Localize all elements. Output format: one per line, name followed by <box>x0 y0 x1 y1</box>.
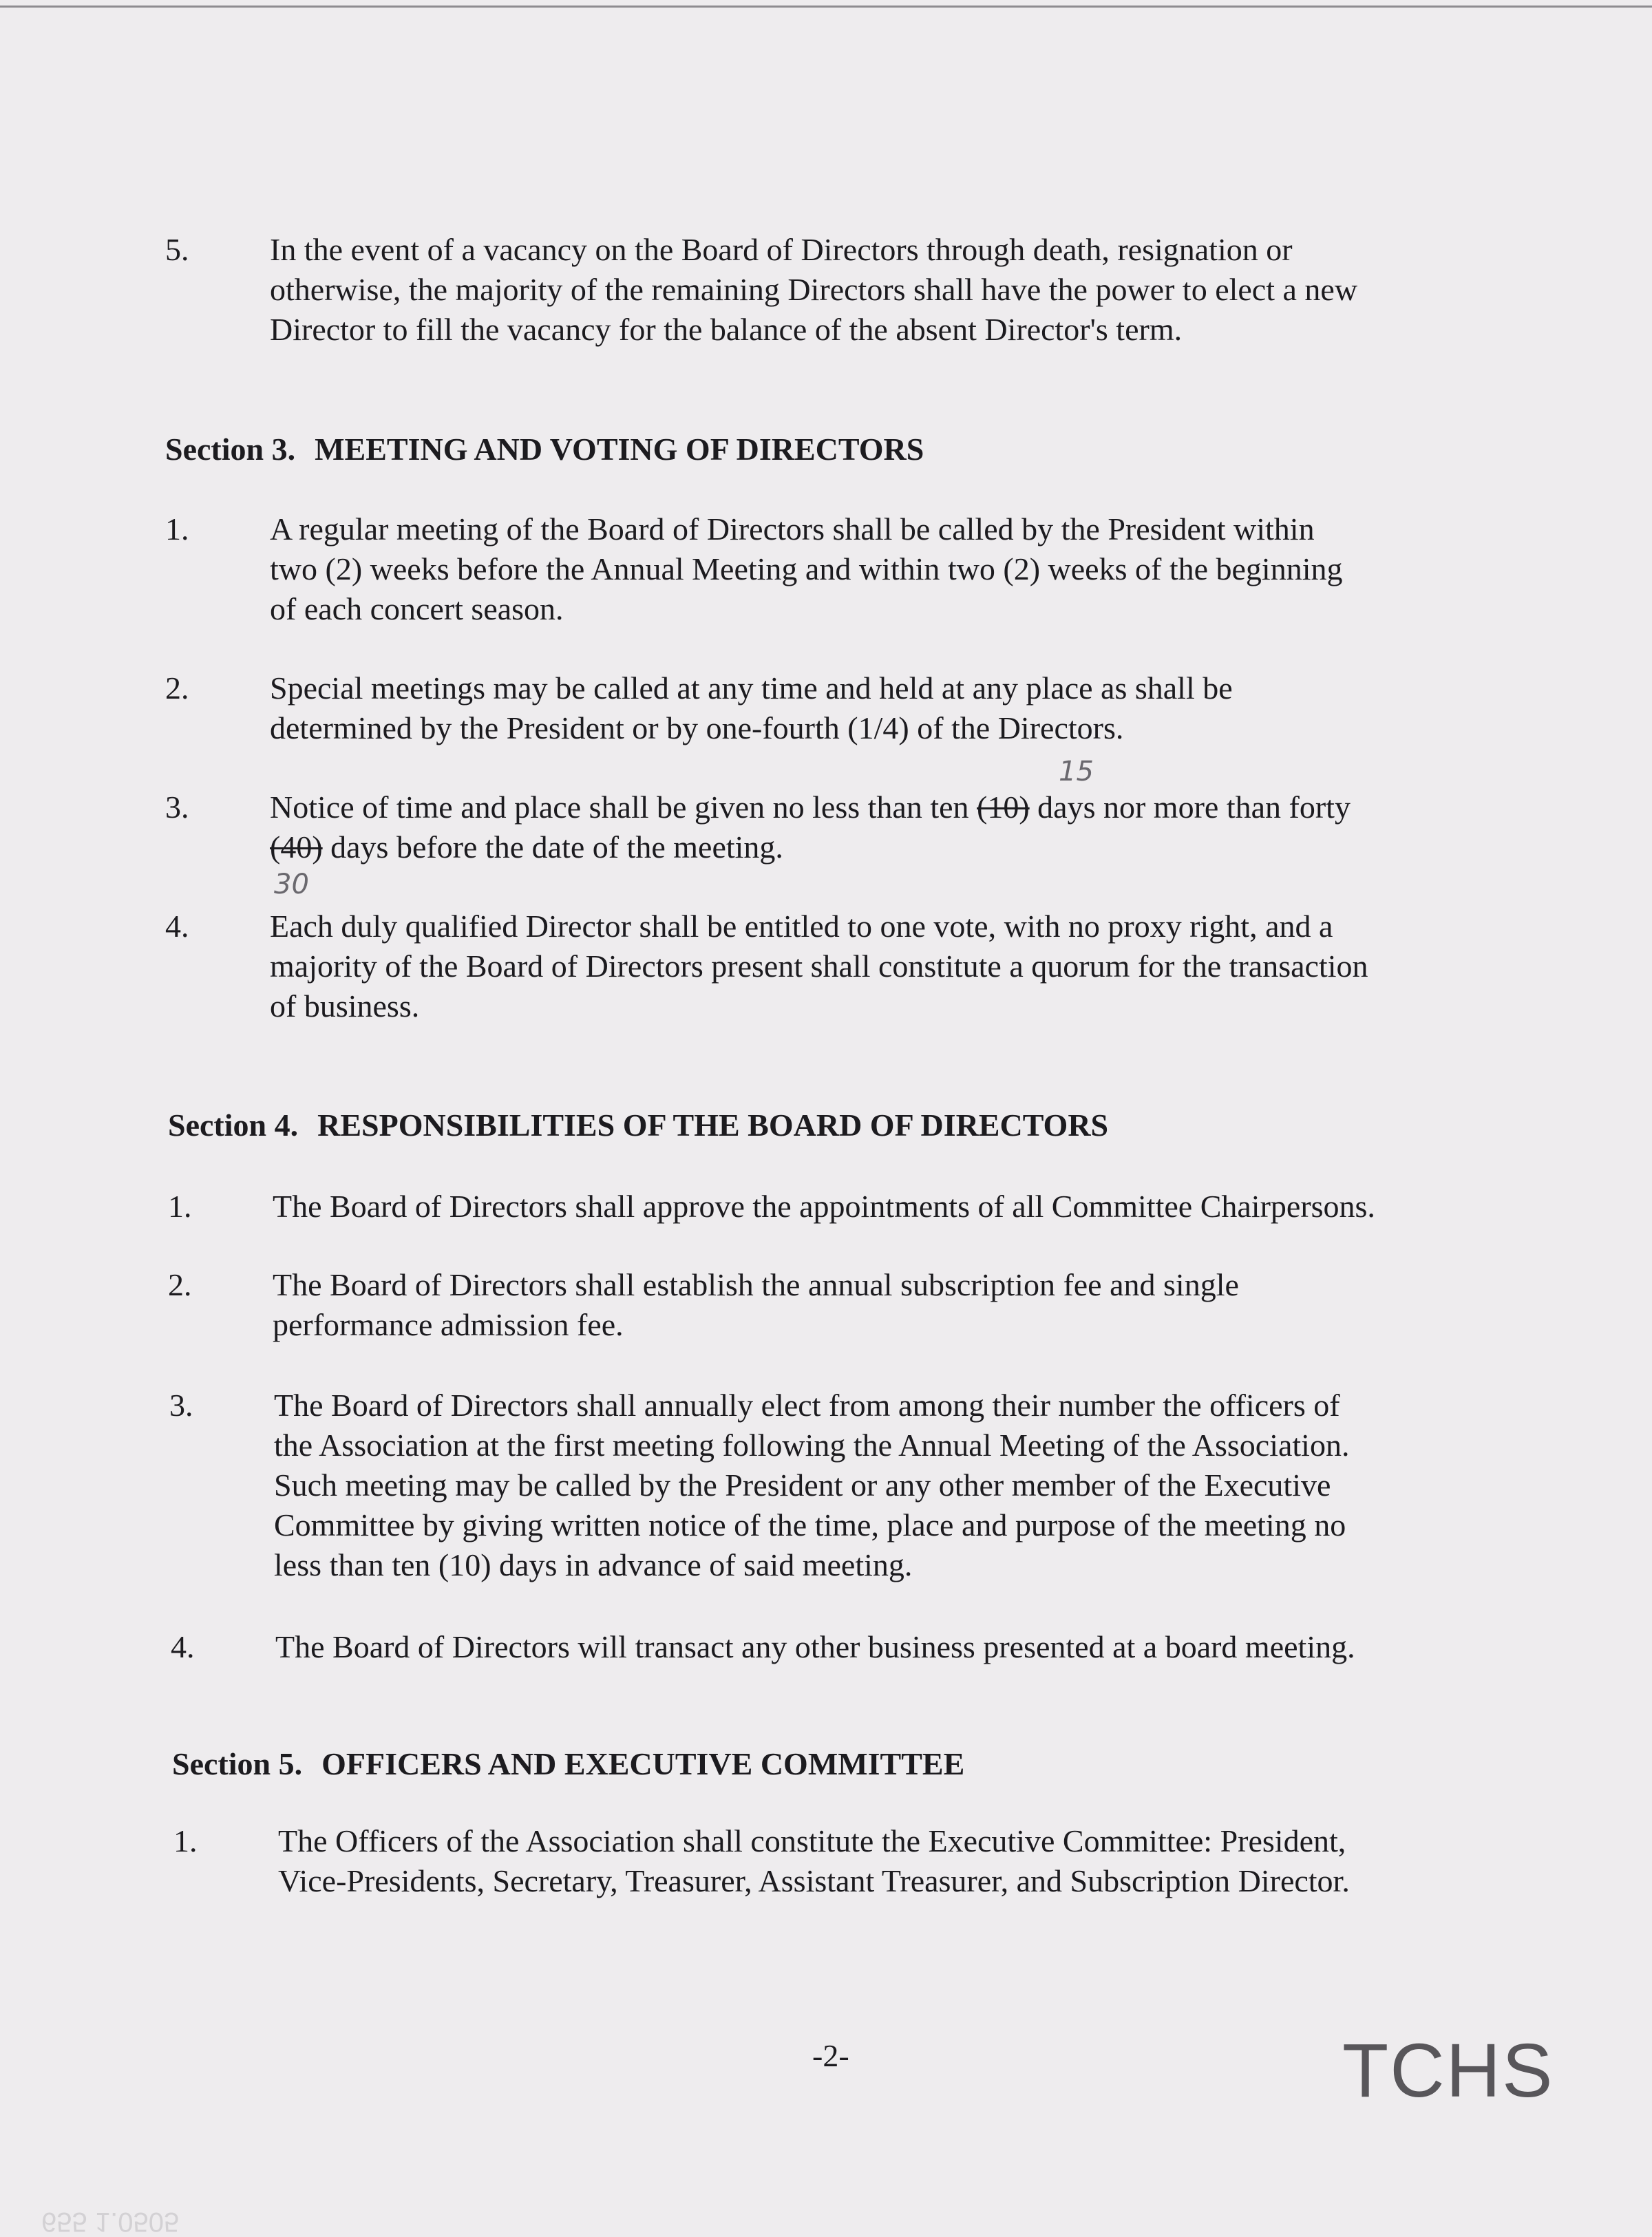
list-item <box>169 1386 1546 1585</box>
section-title: OFFICERS AND EXECUTIVE COMMITTEE <box>321 1746 965 1781</box>
section-label: Section 5. <box>172 1746 303 1781</box>
item-number: 3. <box>165 789 189 825</box>
list-item <box>168 1265 1545 1345</box>
list-item <box>173 1821 1550 1901</box>
list-item <box>165 787 1542 867</box>
section-4-heading <box>168 1105 1108 1145</box>
item-text: Notice of time and place shall be given no less than ten (10) days nor more than forty (40) days before the date of the meeting. <box>270 789 1351 865</box>
item-number: 5. <box>165 232 189 267</box>
item-number: 4. <box>165 909 189 944</box>
section-label: Section 3. <box>165 432 296 467</box>
list-item <box>165 668 1542 748</box>
item-text: Special meetings may be called at any time and held at any place as shall be determined by the President or by one-fourth (1/4) of the Directors. <box>270 670 1233 745</box>
item-text: A regular meeting of the Board of Directors shall be called by the President within two (2) weeks before the Annual Meeting and within two (2) weeks of the beginning of each concert season. <box>270 511 1343 626</box>
section-title: MEETING AND VOTING OF DIRECTORS <box>315 432 924 467</box>
item-text: The Board of Directors shall annually elect from among their number the officers of the Association at the first meeting following the Annual Meeting of the Association. Such meeting may be called by the President or any other member of the Executive Committee by giving written notice of the time, place and purpose of the meeting no less than ten (10) days in advance of said meeting. <box>274 1388 1350 1582</box>
item-number: 1. <box>173 1823 198 1858</box>
item-number: 2. <box>165 670 189 706</box>
list-item <box>165 907 1542 1026</box>
item-text: In the event of a vacancy on the Board of Directors through death, resignation or otherwise, the majority of the remaining Directors shall have the power to elect a new Director to fill the vacancy for the balance of the absent Director's term. <box>270 232 1358 347</box>
struck-text: (40) <box>270 829 323 865</box>
item-text: The Board of Directors will transact any other business presented at a board meeting. <box>275 1629 1355 1664</box>
item-text: The Board of Directors shall approve the appointments of all Committee Chairpersons. <box>273 1189 1375 1224</box>
bleed-through-text: 655 1.0505 <box>41 2207 180 2237</box>
item-text: The Officers of the Association shall constitute the Executive Committee: President, Vice-Presidents, Secretary, Treasurer, Assistant Treasurer, and Subscription Director. <box>278 1823 1350 1898</box>
watermark: TCHS <box>1342 2028 1554 2113</box>
item-number: 2. <box>168 1267 192 1302</box>
item-number: 1. <box>165 511 189 547</box>
list-item <box>171 1627 1547 1667</box>
section-5-heading <box>172 1744 964 1784</box>
page-number: -2- <box>812 2038 849 2073</box>
handwritten-correction: 15 <box>1059 756 1094 787</box>
section-3-heading <box>165 430 924 469</box>
list-item <box>165 509 1542 629</box>
list-item <box>165 230 1542 350</box>
section-title: RESPONSIBILITIES OF THE BOARD OF DIRECTORS <box>317 1107 1109 1143</box>
struck-text: (10) <box>977 789 1030 825</box>
item-text: The Board of Directors shall establish the annual subscription fee and single performance admission fee. <box>273 1267 1239 1342</box>
list-item <box>168 1187 1545 1227</box>
item-number: 4. <box>171 1629 195 1664</box>
item-number: 3. <box>169 1388 193 1423</box>
item-text: Each duly qualified Director shall be entitled to one vote, with no proxy right, and a majority of the Board of Directors present shall constitute a quorum for the transaction of business. <box>270 909 1368 1024</box>
item-number: 1. <box>168 1189 192 1224</box>
section-label: Section 4. <box>168 1107 299 1143</box>
handwritten-correction: 30 <box>274 869 309 900</box>
